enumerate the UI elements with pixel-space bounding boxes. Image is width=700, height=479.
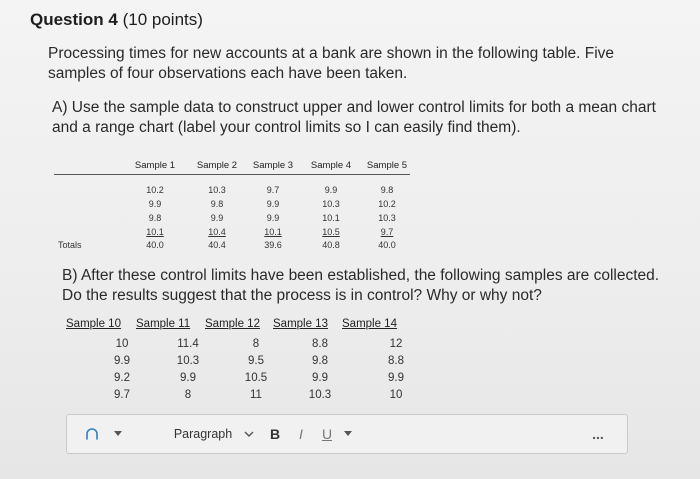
table-cell: 10 [115,338,129,350]
table-cell: 9.9 [324,185,338,195]
table-cell: 10.3 [176,355,200,367]
chevron-down-icon [344,431,352,437]
more-icon: ... [592,426,604,442]
table-cell: 9.8 [148,213,162,223]
question-part-a: A) Use the sample data to construct upper and lower control limits for both a mean chart and a range chart (label your control limits so I can easily find them). [52,99,656,136]
question-part-b: B) After these control limits have been established, the following samples are collected. Do the results suggest that the process is in control? Why or why not? [62,267,660,304]
table1-header-rule [54,174,410,175]
table1-header-cell: Sample 2 [196,160,238,171]
underline-button[interactable]: U [321,426,333,442]
question-intro: Processing times for new accounts at a bank are shown in the following table. Five samples of four observations each have been taken. [48,45,615,82]
table-cell: 9.7 [266,185,280,195]
total-cell: 40.0 [146,240,164,250]
question-number: Question 4 [30,10,118,29]
table-cell: 9.7 [114,389,130,401]
totals-label: Totals [58,240,82,250]
table-cell: 9.5 [248,355,264,367]
question-points: (10 points) [122,10,203,29]
table-cell: 9.9 [312,372,328,384]
table-cell: 11.4 [177,338,199,350]
table-cell: 8.8 [388,355,404,367]
table-cell: 10.5 [322,227,340,237]
total-cell: 40.4 [208,240,226,250]
table-cell: 10.4 [208,227,226,237]
table-cell: 9.7 [380,227,394,237]
table2-header-cell: Sample 11 [136,318,191,330]
table-cell: 10.3 [322,199,340,209]
table-cell: 10.1 [322,213,340,223]
undo-icon [84,427,100,441]
chevron-down-icon [244,431,254,438]
table1-header-cell: Sample 1 [134,160,176,171]
chevron-down-icon [114,431,122,437]
table2-header-cell: Sample 10 [66,318,121,330]
table-cell: 8 [252,338,260,350]
table-cell: 9.9 [210,213,224,223]
total-cell: 39.6 [264,240,282,250]
table-cell: 10.2 [378,199,396,209]
table2-header-cell: Sample 13 [273,318,328,330]
table-cell: 12 [389,338,403,350]
table-cell: 11 [250,389,262,401]
undo-button[interactable] [81,415,103,453]
table2-header-cell: Sample 14 [342,318,397,330]
table-cell: 10.3 [378,213,396,223]
more-options-button[interactable] [583,415,613,453]
editor-toolbar [66,414,628,454]
table-cell: 9.9 [388,372,404,384]
paragraph-style-select[interactable] [159,415,269,453]
text-format-dropdown[interactable] [341,415,355,453]
table-cell: 9.8 [312,355,328,367]
question-title [30,10,203,30]
table-cell: 9.9 [266,213,280,223]
table2-header-cell: Sample 12 [205,318,260,330]
table-cell: 9.9 [266,199,280,209]
paragraph-style-label: Paragraph [173,427,233,441]
undo-dropdown-button[interactable] [111,415,125,453]
total-cell: 40.8 [322,240,340,250]
table-cell: 10.5 [244,372,268,384]
table-cell: 9.8 [380,185,394,195]
table-cell: 10.3 [208,185,226,195]
table-cell: 10 [389,389,403,401]
table-cell: 9.9 [114,355,130,367]
table-cell: 10.3 [308,389,332,401]
total-cell: 40.0 [378,240,396,250]
italic-button[interactable]: I [299,426,303,442]
table-cell: 9.2 [114,372,130,384]
table-cell: 8.8 [312,338,328,350]
table-cell: 9.9 [148,199,162,209]
table-cell: 8 [184,389,192,401]
table1-header-cell: Sample 3 [252,160,294,171]
bold-button[interactable]: B [269,426,281,442]
table-cell: 9.8 [210,199,224,209]
table-cell: 10.2 [146,185,164,195]
table-cell: 10.1 [264,227,282,237]
table-cell: 10.1 [146,227,164,237]
table1-header-cell: Sample 5 [366,160,408,171]
table1-header-cell: Sample 4 [310,160,352,171]
table-cell: 9.9 [180,372,196,384]
